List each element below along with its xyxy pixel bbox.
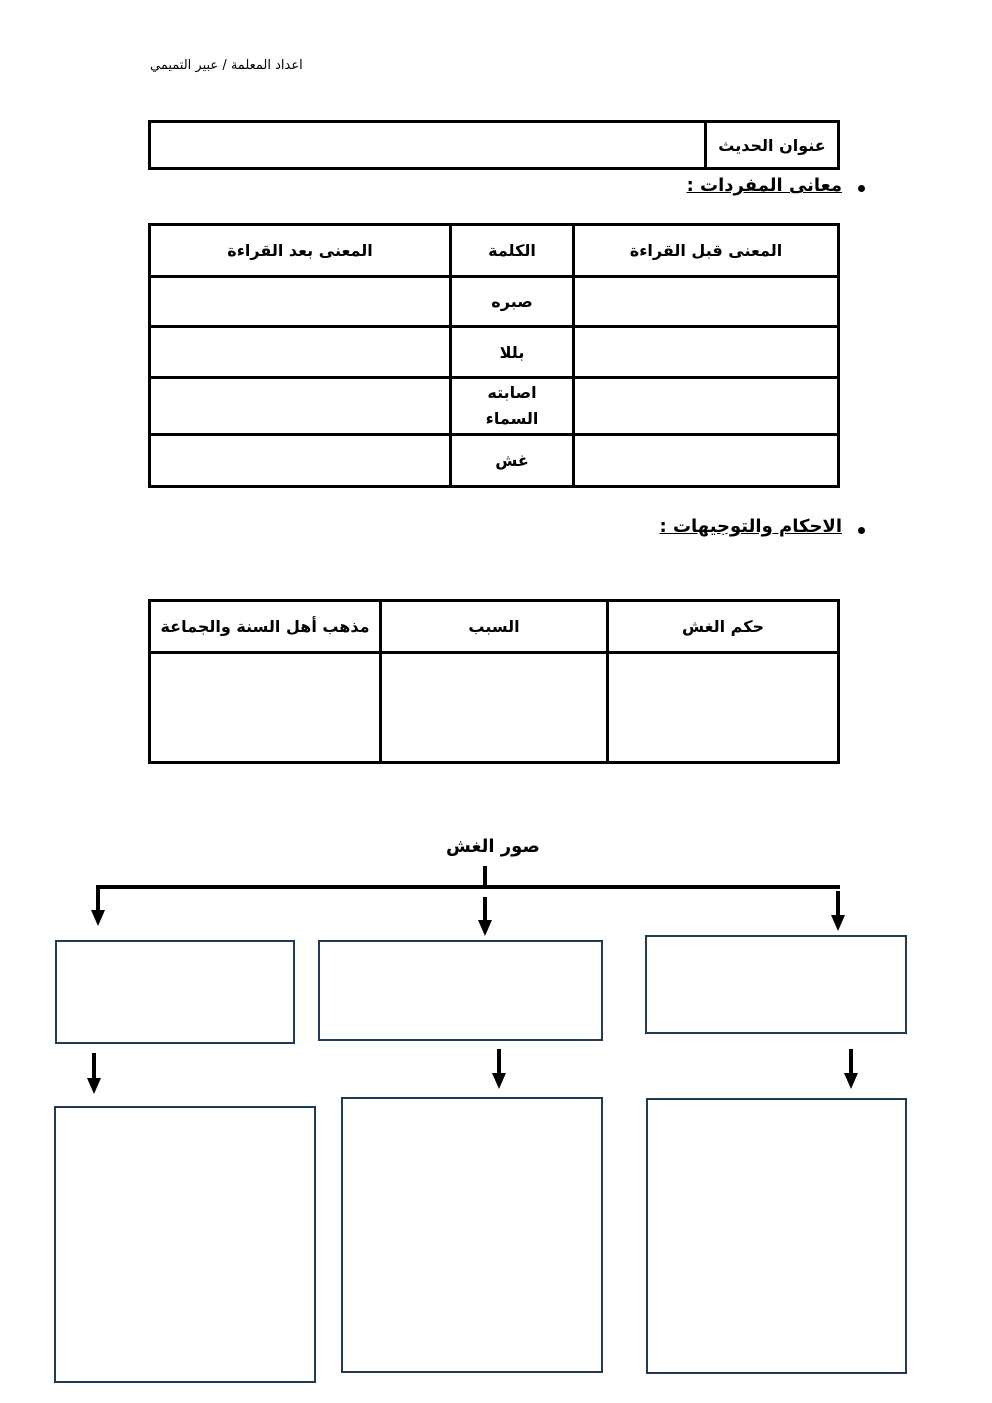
diagram-title: صور الغش [446,836,540,857]
header-sunni-doctrine: مذهب أهل السنة والجماعة [150,601,381,653]
word-cell: اصابته السماء [451,378,574,435]
cheating-detail-box-3[interactable] [646,1098,907,1374]
arrow-head-icon [478,920,492,936]
word-cell: بللا [451,327,574,378]
cheating-form-box-2[interactable] [318,940,603,1041]
word-cell: صبره [451,277,574,327]
arrow-head-icon [91,910,105,926]
header-reason: السبب [381,601,608,653]
cheating-detail-box-2[interactable] [341,1097,603,1373]
hadith-title-label: عنوان الحديث [706,122,839,169]
cheating-detail-box-1[interactable] [54,1106,316,1383]
header-before-reading: المعنى قبل القراءة [574,225,839,277]
word-cell: غش [451,435,574,487]
vocab-heading: معانى المفردات : [686,175,842,196]
cheating-form-box-3[interactable] [645,935,907,1034]
arrow-head-icon [831,915,845,931]
cheating-form-box-1[interactable] [55,940,295,1044]
header-after-reading: المعنى بعد القراءة [150,225,451,277]
arrow-head-icon [492,1073,506,1089]
header-ruling: حكم الغش [608,601,839,653]
header-word: الكلمة [451,225,574,277]
arrow-head-icon [87,1078,101,1094]
rulings-heading: الاحكام والتوجيهات : [659,516,842,537]
author-credit: اعداد المعلمة / عبير التميمي [150,58,303,73]
arrow-head-icon [844,1073,858,1089]
